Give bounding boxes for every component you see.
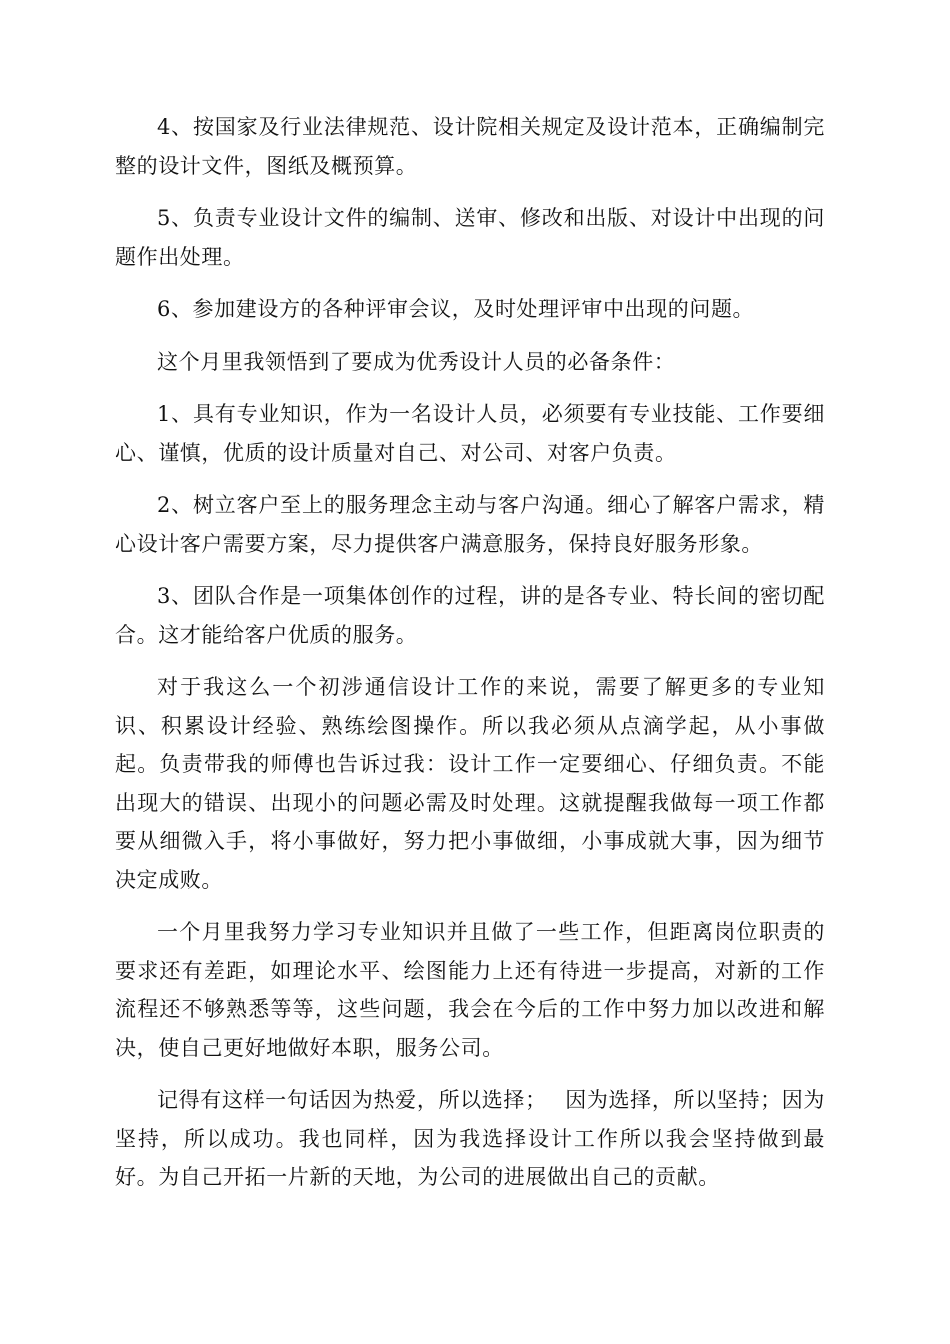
- paragraph-conditions-intro: 这个月里我领悟到了要成为优秀设计人员的必备条件：: [157, 349, 676, 374]
- paragraph-item-6: 6、参加建设方的各种评审会议，及时处理评审中出现的问题。: [157, 297, 755, 321]
- paragraph-condition-2: 2、树立客户至上的服务理念主动与客户沟通。细心了解客户需求，精心设计客户需要方案，尽力提供客户满意服务，保持良好服务形象。: [115, 493, 825, 556]
- paragraph-condition-3: 3、团队合作是一项集体创作的过程，讲的是各专业、特长间的密切配合。这才能给客户优质的服务。: [115, 584, 825, 647]
- document-body: [115, 108, 825, 1211]
- paragraph-condition-1: 1、具有专业知识，作为一名设计人员，必须要有专业技能、工作要细心、谨慎，优质的设计质量对自己、对公司、对客户负责。: [115, 402, 825, 465]
- paragraph-item-4: 4、按国家及行业法律规范、设计院相关规定及设计范本，正确编制完整的设计文件，图纸及概预算。: [115, 115, 825, 178]
- paragraph-learning: 对于我这么一个初涉通信设计工作的来说，需要了解更多的专业知识、积累设计经验、熟练绘图操作。所以我必须从点滴学起，从小事做起。负责带我的师傅也告诉过我：设计工作一定要细心、仔细负责。不能出现大的错误、出现小的问题必需及时处理。这就提醒我做每一项工作都要从细微入手，将小事做好，努力把小事做细，小事成就大事，因为细节决定成败。: [115, 675, 825, 892]
- paragraph-reflection: 一个月里我努力学习专业知识并且做了一些工作，但距离岗位职责的要求还有差距，如理论水平、绘图能力上还有待进一步提高，对新的工作流程还不够熟悉等等，这些问题，我会在今后的工作中努力加以改进和解决，使自己更好地做好本职，服务公司。: [115, 920, 825, 1060]
- paragraph-item-5: 5、负责专业设计文件的编制、送审、修改和出版、对设计中出现的问题作出处理。: [115, 206, 825, 269]
- paragraph-closing: 记得有这样一句话因为热爱，所以选择； 因为选择，所以坚持；因为坚持，所以成功。我也同样，因为我选择设计工作所以我会坚持做到最好。为自己开拓一片新的天地，为公司的进展做出自己的贡献。: [115, 1088, 825, 1189]
